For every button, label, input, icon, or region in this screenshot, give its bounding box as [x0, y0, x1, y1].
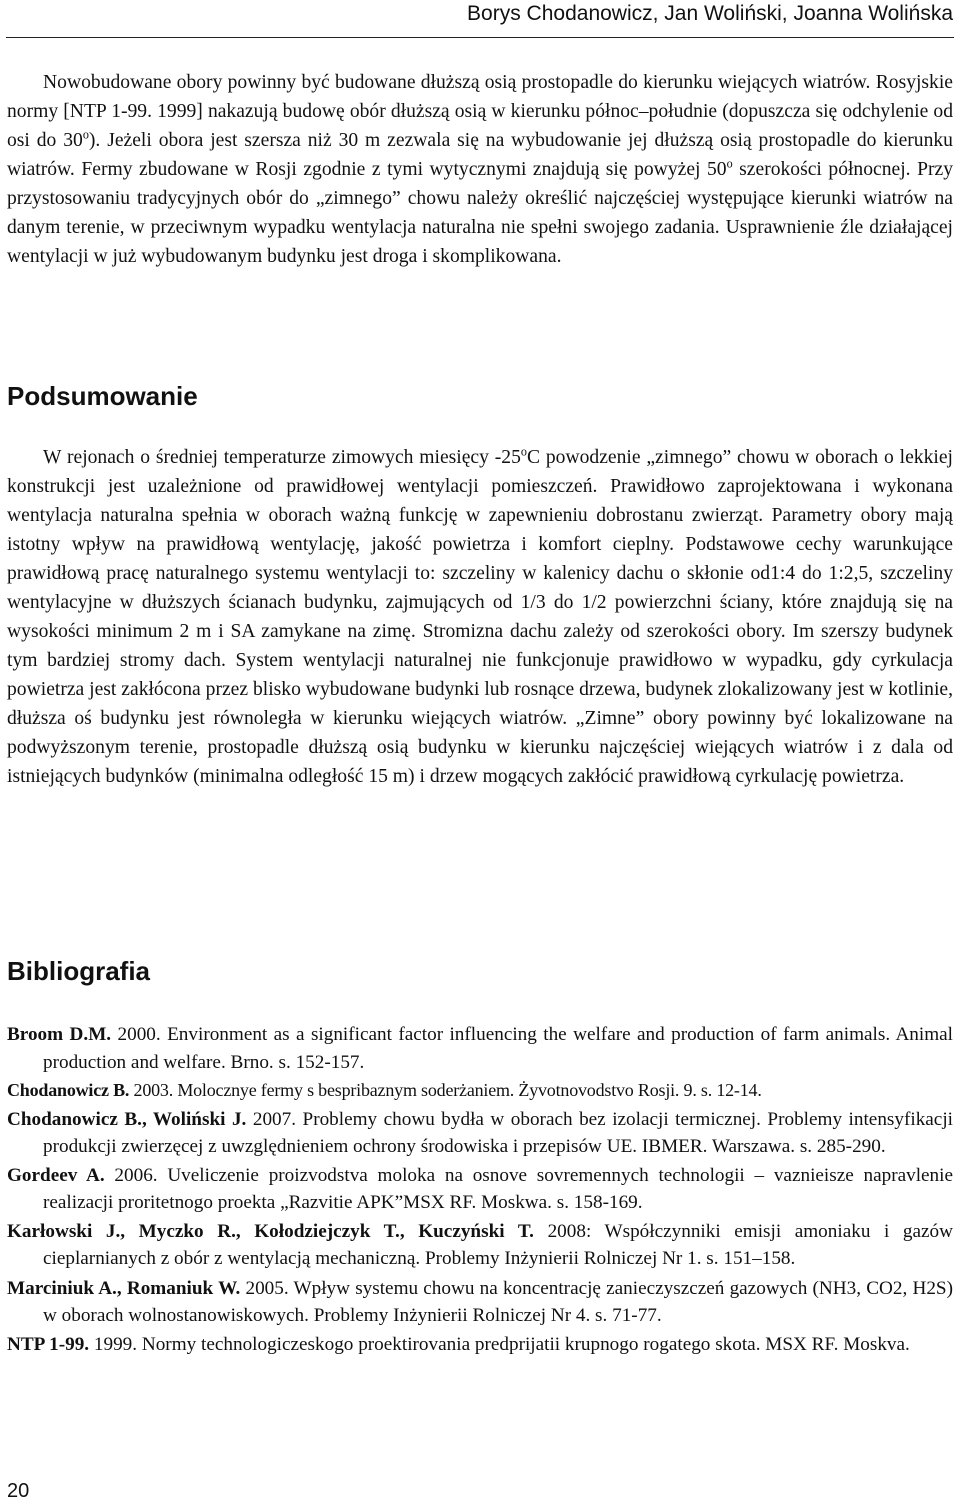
entry-authors: Marciniuk A., Romaniuk W.: [7, 1277, 241, 1299]
entry-authors: NTP 1-99.: [7, 1333, 90, 1355]
intro-text-part-1: Nowobudowane obory powinny być budowane dłuższą osią prostopadle do kierunku wiejących wiatrów. Rosyjskie normy [NTP 1-99. 1999] nakazują budowę obór dłuższą osią w kierunku północ–południe (dopuszcza się odchylenie od osi do 30: [7, 72, 953, 151]
entry-details: 1999. Normy technologiczeskogo proektirovania predprijatii krupnogo rogatego skota. MSX RF. Moskva.: [89, 1333, 910, 1355]
bibliography-entry: [7, 1106, 953, 1161]
entry-authors: Broom D.M.: [7, 1024, 112, 1045]
summary-text-part-2: C powodzenie „zimnego” chowu w oborach o lekkiej konstrukcji jest uzależnione od prawidłowej wentylacji pomieszczeń. Prawidłowo zaprojektowana i wykonana wentylacja naturalna spełnia w oborach ważną funkcję w zapewnieniu dobrostanu zwierząt. Parametry obory mają istotny wpływ na prawidłową wentylację, jakość powietrza i komfort cieplny. Podstawowe cechy warunkujące prawidłową pracę naturalnego systemu wentylacji to: szczeliny w kalenicy dachu o skłonie od1:4 do 1:2,5, szczeliny wentylacyjne w dłuższych ścianach budynku, zajmujących od 1/3 do 1/2 powierzchni ściany, które znajdują się na wysokości minimum 2 m i SA zamykane na zimę. Stromizna dachu zależy od szerokości obory. Im szerszy budynek tym bardziej stromy dach. System wentylacji naturalnej nie funkcjonuje prawidłowo w wypadku, gdy cyrkulacja powietrza jest zakłócona przez blisko wybudowane budynki lub rosnące drzewa, budynek zlokalizowany jest w kotlinie, dłuższa oś budynku jest równoległa w kierunku wiejących wiatrów. „Zimne” obory powinny być lokalizowane na podwyższonym terenie, prostopadle dłuższą osią budynku w kierunku najczęściej wiejących wiatrów i z dala od istniejących budynków (minimalna odległość 15 m) i drzew mogących zakłócić prawidłową cyrkulację powietrza.: [7, 447, 953, 787]
bibliography-entry: [7, 1021, 953, 1076]
bibliography-list: [7, 1021, 953, 1359]
entry-details: 2008: Współczynniki emisji amoniaku i gazów cieplarnianych z obór z wentylacją mechaniczną. Problemy Inżynierii Rolniczej Nr 1. s. 151–158.: [43, 1220, 953, 1269]
intro-text-part-3: szerokości północnej. Przy przystosowaniu tradycyjnych obór do „zimnego” chowu należy określić najczęściej występujące kierunki wiatrów na danym terenie, w przeciwnym wypadku wentylacja naturalna nie spełni swojego zadania. Usprawnienie źle działającej wentylacji w już wybudowanym budynku jest droga i skomplikowana.: [7, 159, 953, 267]
running-header-authors: Borys Chodanowicz, Jan Woliński, Joanna Wolińska: [467, 2, 953, 25]
summary-heading: Podsumowanie: [7, 381, 198, 411]
entry-details: 2007. Problemy chowu bydła w oborach bez izolacji termicznej. Problemy intensyfikacji produkcji zwierzęcej z uwzględnieniem ochrony środowiska i przepisów UE. IBMER. Warszawa. s. 285-290.: [43, 1108, 953, 1157]
page-number: 20: [7, 1480, 30, 1502]
entry-details: 2005. Wpływ systemu chowu na koncentrację zanieczyszczeń gazowych (NH3, CO2, H2S) w oborach wolnostanowiskowych. Problemy Inżynierii Rolniczej Nr 4. s. 71-77.: [43, 1277, 953, 1326]
entry-authors: Gordeev A.: [7, 1164, 105, 1186]
bibliography-heading: Bibliografia: [7, 956, 151, 986]
intro-paragraph: [7, 68, 953, 271]
bibliography-entry: [7, 1162, 953, 1217]
degree-superscript: o: [82, 127, 89, 142]
entry-authors: Karłowski J., Myczko R., Kołodziejczyk T., Kuczyński T.: [7, 1220, 534, 1242]
bibliography-entry: [7, 1077, 953, 1105]
bibliography-entry: [7, 1275, 953, 1330]
entry-details: 2003. Molocznye fermy s bespribaznym soderżaniem. Żyvotnovodstvo Rosji. 9. s. 12-14.: [129, 1080, 762, 1100]
entry-authors: Chodanowicz B., Woliński J.: [7, 1108, 247, 1130]
entry-details: 2000. Environment as a significant factor influencing the welfare and production of farm animals. Animal production and welfare. Brno. s. 152-157.: [43, 1024, 954, 1073]
intro-text-part-2: ). Jeżeli obora jest szersza niż 30 m zezwala się na wybudowanie jej dłuższą osią prostopadle do kierunku wiatrów. Fermy zbudowane w Rosji zgodnie z tymi wytycznymi znajdują się powyżej 50: [7, 130, 953, 180]
summary-text-part-1: W rejonach o średniej temperaturze zimowych miesięcy -25: [43, 447, 521, 468]
degree-superscript: o: [520, 444, 527, 459]
degree-superscript: o: [726, 156, 733, 171]
entry-details: 2006. Uveliczenie proizvodstva moloka na osnove sovremennych technologii – vaznieisze napravlenie realizacji proritetnogo proekta „Razvitie APK”MSX RF. Moskwa. s. 158-169.: [43, 1164, 953, 1213]
bibliography-entry: [7, 1331, 953, 1359]
summary-paragraph: [7, 443, 953, 791]
bibliography-entry: [7, 1218, 953, 1273]
header-rule: [6, 37, 954, 38]
entry-authors: Chodanowicz B.: [7, 1080, 130, 1100]
